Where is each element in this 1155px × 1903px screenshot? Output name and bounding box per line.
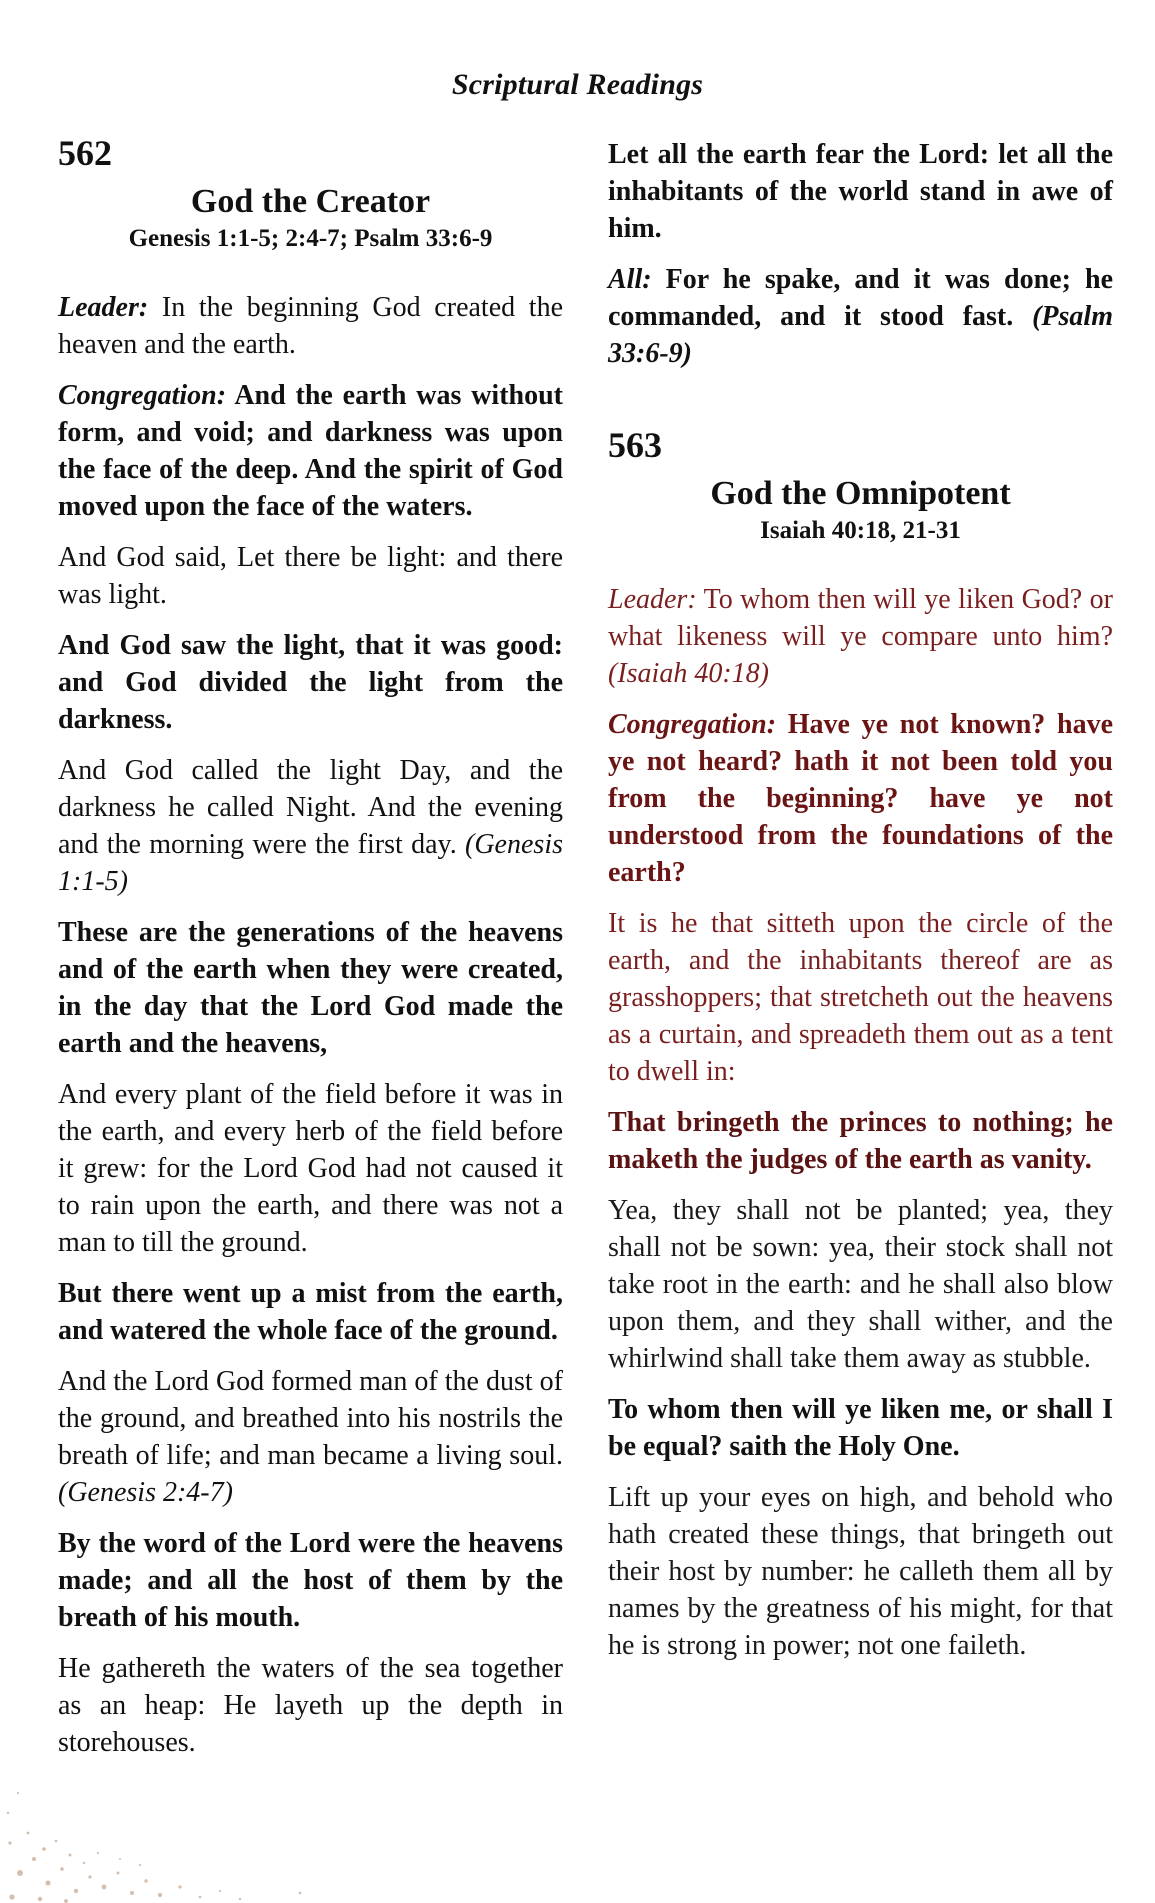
leader-paragraph [58, 289, 563, 363]
reading-paragraph [58, 914, 563, 1062]
reading-paragraph [608, 1479, 1113, 1664]
role-label: Leader: [608, 583, 697, 615]
reading-paragraph [608, 1104, 1113, 1178]
reading-paragraph [58, 1650, 563, 1761]
paragraph-text: He gathereth the waters of the sea together as an heap: He layeth up the depth in storehouses. [58, 1652, 563, 1758]
left-column [58, 128, 563, 1775]
reading-paragraph [58, 752, 563, 900]
reading-reference: Genesis 1:1-5; 2:4-7; Psalm 33:6-9 [128, 224, 493, 252]
paragraph-text: And God said, Let there be light: and there was light. [58, 541, 563, 610]
reading-paragraph [608, 905, 1113, 1090]
role-label: Congregation: [608, 708, 777, 740]
reading-paragraph [58, 539, 563, 613]
scripture-citation: (Isaiah 40:18) [608, 657, 769, 689]
running-header: Scriptural Readings [451, 68, 704, 101]
scripture-citation: (Genesis 2:4-7) [58, 1476, 233, 1508]
reading-reference: Isaiah 40:18, 21-31 [760, 516, 961, 544]
section-gap [608, 386, 1113, 420]
all-paragraph [608, 261, 1113, 372]
paragraph-text: But there went up a mist from the earth, and watered the whole face of the ground. [58, 1277, 563, 1346]
reading-paragraph [58, 1363, 563, 1511]
paragraph-text: To whom then will ye liken God? or what likeness will ye compare unto him? [608, 583, 1113, 652]
scripture-citation: (Psalm 33:6-9) [608, 301, 1113, 369]
role-label: All: [608, 264, 652, 295]
reading-number: 563 [608, 425, 662, 465]
paragraph-text: These are the generations of the heavens and of the earth when they were created, in the day that the Lord God made the earth and the heavens, [58, 916, 563, 1059]
paragraph-text: By the word of the Lord were the heavens made; and all the host of them by the breath of his mouth. [58, 1527, 563, 1633]
role-label: Congregation: [58, 379, 227, 411]
reading-paragraph [58, 1525, 563, 1636]
paragraph-text: To whom then will ye liken me, or shall I be equal? saith the Holy One. [608, 1393, 1113, 1462]
reading-paragraph [58, 1076, 563, 1261]
congregation-paragraph [608, 706, 1113, 891]
paragraph-text: And the Lord God formed man of the dust of the ground, and breathed into his nostrils the breath of life; and man became a living soul. [58, 1365, 563, 1471]
paragraph-text: Yea, they shall not be planted; yea, they shall not be sown: yea, their stock shall not take root in the earth: and he shall also blow upon them, and they shall wither, and the whirlwind shall take them away as stubble. [608, 1194, 1113, 1374]
reading-title: God the Creator [190, 182, 431, 220]
paragraph-text: In the beginning God created the heaven and the earth. [58, 291, 564, 360]
reading-paragraph [58, 1275, 563, 1349]
paragraph-text: For he spake, and it was done; he commanded, and it stood fast. [608, 264, 1113, 332]
paragraph-text: And God called the light Day, and the darkness he called Night. And the evening and the morning were the first day. [58, 754, 563, 860]
reading-paragraph [608, 136, 1113, 247]
reading-title: God the Omnipotent [710, 474, 1011, 512]
congregation-paragraph [58, 377, 563, 525]
paragraph-text: And God saw the light, that it was good: and God divided the light from the darkness. [58, 629, 563, 735]
paragraph-text: It is he that sitteth upon the circle of the earth, and the inhabitants thereof are as grasshoppers; that stretcheth out the heavens as a curtain, and spreadeth them out as a tent to dwell in: [608, 907, 1113, 1087]
reading-paragraph [608, 1391, 1113, 1465]
paragraph-text: Lift up your eyes on high, and behold who hath created these things, that bringeth out their host by number: he calleth them all by names by the greatness of his might, for that he is strong in power; not one faileth. [608, 1481, 1113, 1661]
reading-number: 562 [58, 133, 112, 173]
reading-paragraph [58, 627, 563, 738]
paragraph-text: And the earth was without form, and void; and darkness was upon the face of the deep. And the spirit of God moved upon the face of the waters. [58, 379, 563, 522]
paragraph-text: That bringeth the princes to nothing; he maketh the judges of the earth as vanity. [608, 1106, 1113, 1175]
leader-paragraph [608, 581, 1113, 692]
paragraph-text: Have ye not known? have ye not heard? hath it not been told you from the beginning? have ye not understood from the foundations of the earth? [608, 708, 1114, 888]
paragraph-text: And every plant of the field before it was in the earth, and every herb of the field before it grew: for the Lord God had not caused it to rain upon the earth, and there was not a man to till the ground. [58, 1078, 563, 1258]
paragraph-text: Let all the earth fear the Lord: let all the inhabitants of the world stand in awe of him. [608, 139, 1113, 244]
role-label: Leader: [58, 291, 149, 323]
right-column [608, 128, 1113, 1678]
reading-paragraph [608, 1192, 1113, 1377]
scripture-citation: (Genesis 1:1-5) [58, 828, 563, 897]
